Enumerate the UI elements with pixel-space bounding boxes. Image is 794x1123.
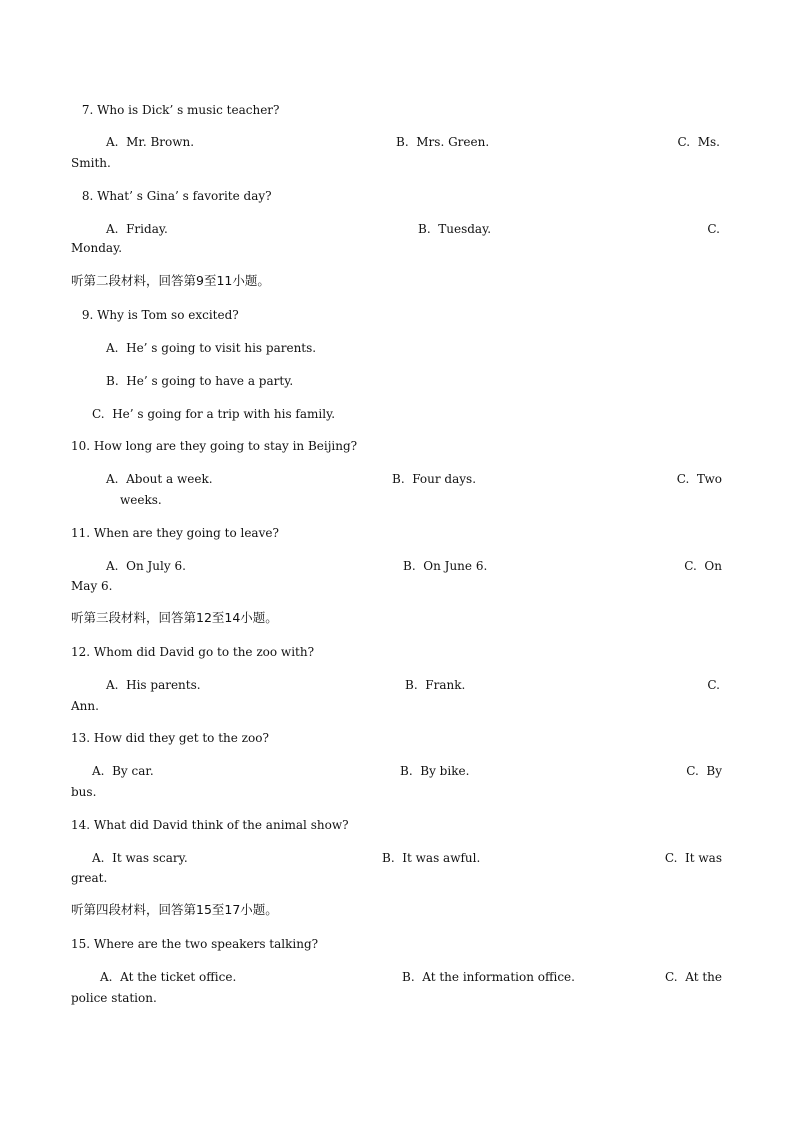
option-c-wrap: Monday. <box>71 241 123 255</box>
option-b: B. He’ s going to have a party. <box>106 374 294 388</box>
question-11: 11. When are they going to leave? <box>71 526 279 540</box>
section-heading-4: 听第四段材料，回答第15至17小题。 <box>71 902 278 917</box>
question-14: 14. What did David think of the animal show? <box>71 818 349 832</box>
option-c: C. Two <box>676 472 722 486</box>
question-9: 9. Why is Tom so excited? <box>78 308 239 322</box>
option-c: C. By <box>686 764 722 778</box>
option-a: A. About a week. <box>106 472 213 486</box>
option-b: B. At the information office. <box>402 970 575 984</box>
question-12: 12. Whom did David go to the zoo with? <box>71 645 315 659</box>
option-c-wrap: Smith. <box>71 156 111 170</box>
option-a: A. Friday. <box>106 222 168 236</box>
option-c: C. <box>707 678 720 692</box>
option-c-wrap: Ann. <box>71 699 99 713</box>
option-b: B. Mrs. Green. <box>396 135 490 149</box>
option-b: B. Frank. <box>405 678 466 692</box>
option-c: C. On <box>684 559 722 573</box>
question-13: 13. How did they get to the zoo? <box>71 731 269 745</box>
option-c: C. Ms. <box>677 135 720 149</box>
option-b: B. By bike. <box>400 764 470 778</box>
section-heading-2: 听第二段材料，回答第9至11小题。 <box>71 273 270 288</box>
question-15: 15. Where are the two speakers talking? <box>71 937 319 951</box>
option-a: A. His parents. <box>106 678 201 692</box>
option-c: C. He’ s going for a trip with his family. <box>92 407 336 421</box>
question-10: 10. How long are they going to stay in Beijing? <box>71 439 358 453</box>
option-b: B. Tuesday. <box>418 222 492 236</box>
question-7: 7. Who is Dick’ s music teacher? <box>78 103 280 117</box>
question-8: 8. What’ s Gina’ s favorite day? <box>78 189 272 203</box>
option-a: A. It was scary. <box>92 851 188 865</box>
option-a: A. Mr. Brown. <box>106 135 195 149</box>
option-c-wrap: May 6. <box>71 579 113 593</box>
option-c-wrap: great. <box>71 871 108 885</box>
option-c-wrap: police station. <box>71 991 157 1005</box>
option-b: B. It was awful. <box>382 851 481 865</box>
option-c: C. At the <box>665 970 722 984</box>
option-c-wrap: weeks. <box>120 493 162 507</box>
option-a: A. By car. <box>92 764 154 778</box>
option-c: C. <box>707 222 720 236</box>
option-a: A. He’ s going to visit his parents. <box>106 341 317 355</box>
option-a: A. On July 6. <box>106 559 186 573</box>
option-c-wrap: bus. <box>71 785 97 799</box>
option-b: B. Four days. <box>392 472 477 486</box>
option-b: B. On June 6. <box>403 559 488 573</box>
section-heading-3: 听第三段材料，回答第12至14小题。 <box>71 610 278 625</box>
option-a: A. At the ticket office. <box>100 970 237 984</box>
option-c: C. It was <box>664 851 722 865</box>
